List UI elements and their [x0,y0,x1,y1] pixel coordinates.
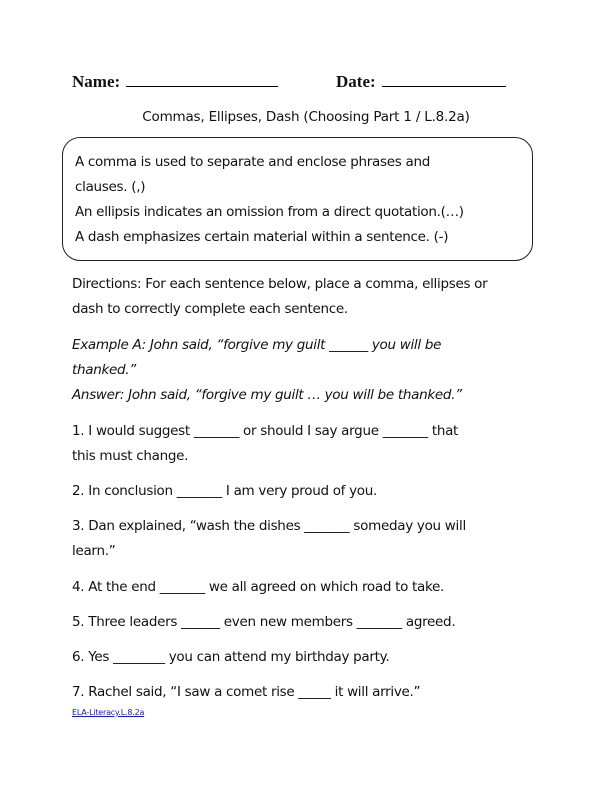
worksheet-title: Commas, Ellipses, Dash (Choosing Part 1 / L.8.2a) [142,109,470,125]
question-4 [72,575,552,600]
question-line: 3. Dan explained, “wash the dishes _______ someday you will [72,518,466,534]
question-6 [72,645,552,670]
question-3 [72,514,552,564]
question-7 [72,680,552,705]
name-field [72,72,278,92]
directions [72,272,552,322]
definition-line: clauses. (,) [75,179,146,195]
standard-link[interactable]: ELA-Literacy.L.8.2a [72,708,145,717]
example-line: Example A: John said, “forgive my guilt ______ you will be [72,337,442,353]
question-line: 6. Yes ________ you can attend my birthday party. [72,649,390,665]
directions-line: Directions: For each sentence below, place a comma, ellipses or [72,276,488,292]
definition-line: An ellipsis indicates an omission from a direct quotation.(…) [75,204,464,220]
question-2 [72,479,552,504]
example-line: thanked.” [72,362,136,378]
date-label: Date: [336,72,376,91]
date-field [336,72,506,92]
directions-line: dash to correctly complete each sentence. [72,301,348,317]
date-blank-line[interactable] [382,72,506,87]
question-line: 4. At the end _______ we all agreed on which road to take. [72,579,445,595]
question-line: this must change. [72,448,189,464]
name-label: Name: [72,72,121,91]
question-line: learn.” [72,543,116,559]
example-answer: Answer: John said, “forgive my guilt … you will be thanked.” [72,387,462,403]
question-line: 2. In conclusion _______ I am very proud of you. [72,483,378,499]
question-1 [72,419,552,469]
example-block [72,333,552,408]
question-line: 1. I would suggest _______ or should I say argue _______ that [72,423,459,439]
definition-line: A dash emphasizes certain material within a sentence. (-) [75,229,449,245]
definitions-box [62,137,533,261]
name-blank-line[interactable] [126,72,278,87]
question-line: 7. Rachel said, “I saw a comet rise _____ it will arrive.” [72,684,421,700]
question-line: 5. Three leaders ______ even new members _______ agreed. [72,614,456,630]
question-5 [72,610,552,635]
definition-line: A comma is used to separate and enclose phrases and [75,154,430,170]
